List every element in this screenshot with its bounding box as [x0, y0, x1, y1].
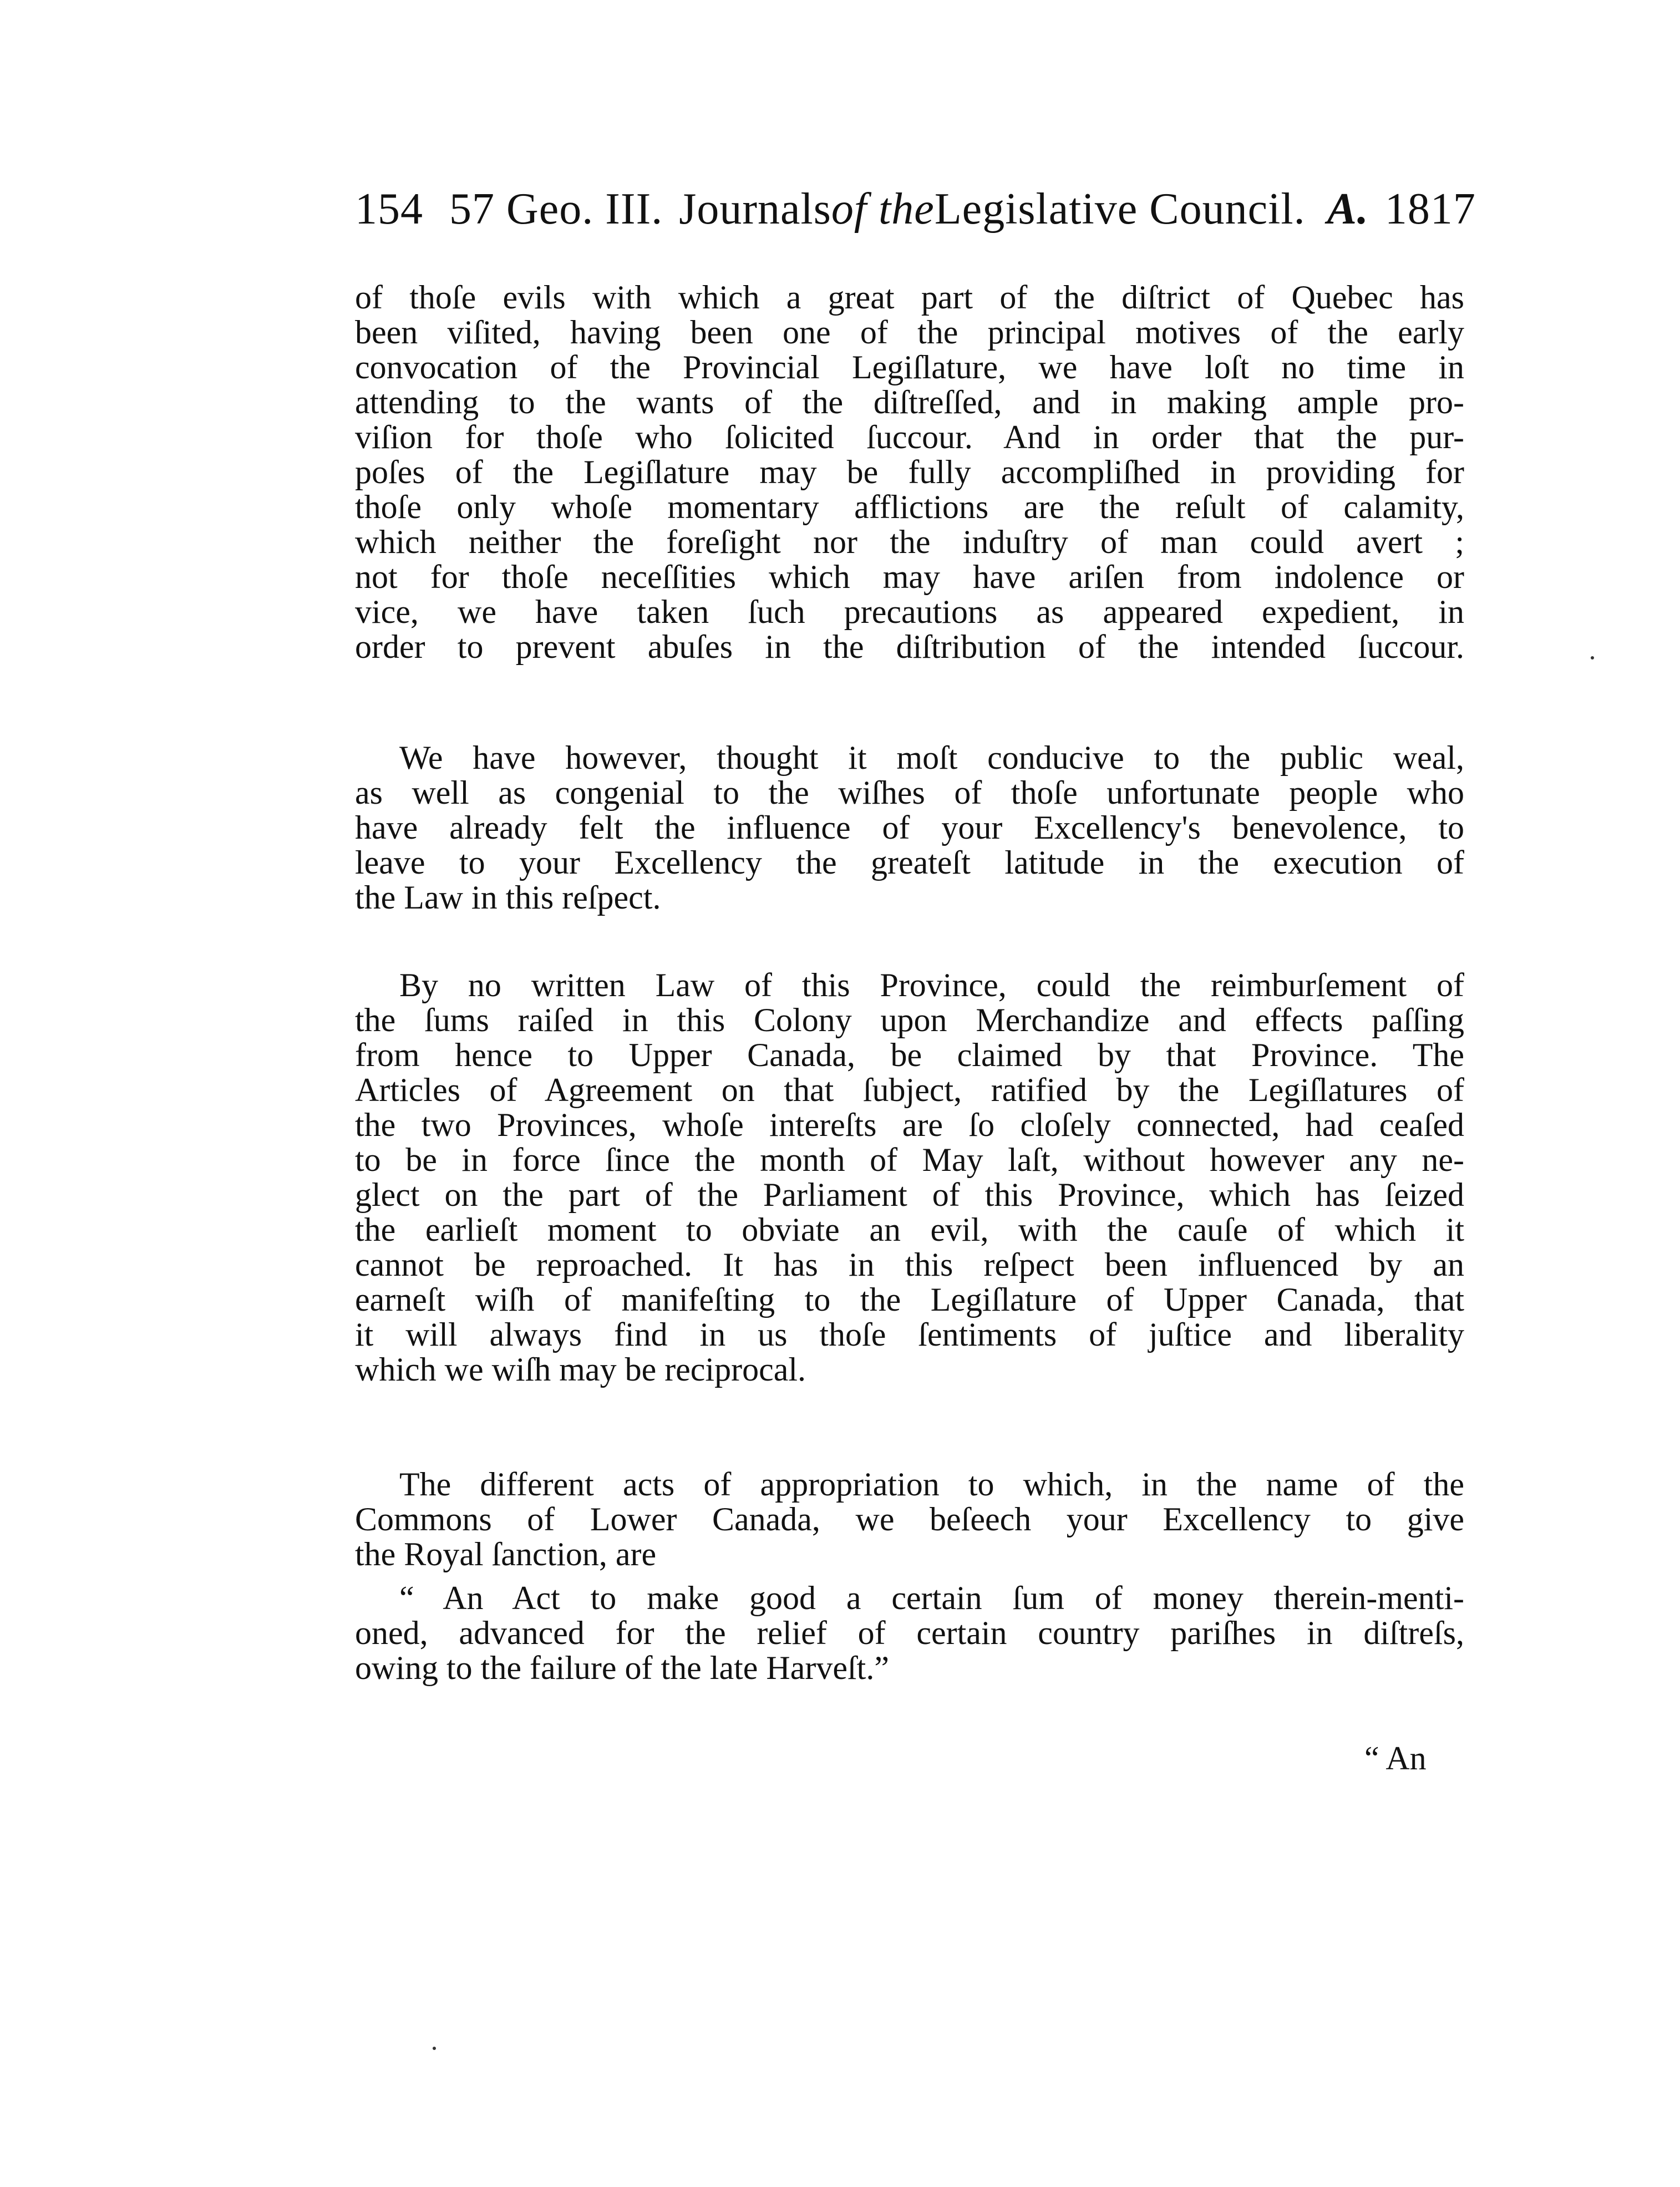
journal-title-part1: Journals [679, 185, 831, 234]
text-line: poſes of the Legiſlature may be fully accompliſhed in providing for [355, 454, 1464, 490]
text-line: “ An Act to make good a certain ſum of money therein-menti- [399, 1580, 1464, 1616]
text-line: By no written Law of this Province, could the reimburſement of [399, 967, 1464, 1003]
text-line: We have however, thought it moſt conducive to the public weal, [399, 739, 1464, 776]
text-line: the ſums raiſed in this Colony upon Merchandize and effects paſſing [355, 1002, 1464, 1038]
text-line: cannot be reproached. It has in this reſpect been influenced by an [355, 1246, 1464, 1283]
text-line: convocation of the Provincial Legiſlature, we have loſt no time in [355, 349, 1464, 385]
text-line: Commons of Lower Canada, we beſeech your Excellency to give [355, 1501, 1464, 1538]
text-line: viſion for thoſe who ſolicited ſuccour. And in order that the pur- [355, 419, 1464, 455]
journal-title-part2: Legislative Council. [934, 185, 1306, 234]
text-line: it will always find in us thoſe ſentiments of juſtice and liberality [355, 1316, 1464, 1353]
paragraph-5-quotation [355, 1581, 1464, 1686]
text-line: attending to the wants of the diſtreſſed, and in making ample pro- [355, 384, 1464, 420]
ink-speck [1591, 656, 1594, 659]
regnal-year: 57 Geo. III. [449, 185, 663, 234]
text-line: to be in force ſince the month of May laſt, without however any ne- [355, 1141, 1464, 1178]
paragraph-2 [355, 740, 1464, 915]
text-line: from hence to Upper Canada, be claimed by that Province. The [355, 1037, 1464, 1073]
text-line: which we wiſh may be reciprocal. [355, 1351, 806, 1388]
text-line: the Royal ſanction, are [355, 1536, 657, 1572]
text-line: the earlieſt moment to obviate an evil, with the cauſe of which it [355, 1211, 1464, 1248]
text-line: vice, we have taken ſuch precautions as appeared expedient, in [355, 593, 1464, 630]
catchword: “ An [1364, 1740, 1427, 1777]
paragraph-1 [355, 280, 1464, 664]
text-line: order to prevent abuſes in the diſtribution of the intended ſuccour. [355, 628, 1464, 665]
text-line: thoſe only whoſe momentary afflictions are the reſult of calamity, [355, 489, 1464, 525]
section-letter: A. [1327, 185, 1369, 234]
text-line: been viſited, having been one of the principal motives of the early [355, 314, 1464, 351]
ink-speck [433, 2047, 436, 2050]
text-line: have already felt the influence of your Excellency's benevolence, to [355, 809, 1464, 846]
journal-title-italic: of the [831, 185, 935, 234]
text-line: not for thoſe neceſſities which may have ariſen from indolence or [355, 559, 1464, 595]
text-line: The different acts of appropriation to which, in the name of the [399, 1466, 1464, 1503]
running-header [355, 179, 1509, 240]
page-number: 154 [355, 185, 423, 234]
text-line: Articles of Agreement on that ſubject, ratified by the Legiſlatures of [355, 1072, 1464, 1108]
text-line: oned, advanced for the relief of certain country pariſhes in diſtreſs, [355, 1615, 1464, 1651]
text-line: the two Provinces, whoſe intereſts are ſo cloſely connected, had ceaſed [355, 1107, 1464, 1143]
text-line: which neither the foreſight nor the induſtry of man could avert ; [355, 524, 1464, 560]
paragraph-3 [355, 968, 1464, 1387]
text-line: glect on the part of the Parliament of this Province, which has ſeized [355, 1176, 1464, 1213]
text-line: earneſt wiſh of manifeſting to the Legiſlature of Upper Canada, that [355, 1281, 1464, 1318]
text-line: owing to the failure of the late Harveſt.” [355, 1650, 889, 1686]
text-line: as well as congenial to the wiſhes of thoſe unfortunate people who [355, 774, 1464, 811]
text-line: the Law in this reſpect. [355, 879, 661, 916]
header-year: 1817 [1384, 185, 1476, 234]
paragraph-4 [355, 1467, 1464, 1572]
text-line: of thoſe evils with which a great part of the diſtrict of Quebec has [355, 279, 1464, 316]
text-line: leave to your Excellency the greateſt latitude in the execution of [355, 844, 1464, 881]
